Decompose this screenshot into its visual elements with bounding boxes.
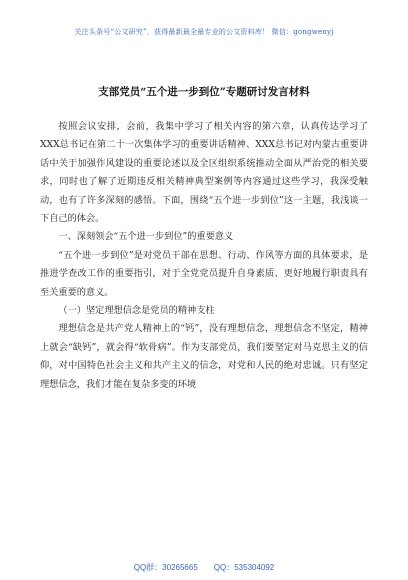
section-heading: 一、深刻领会“五个进一步到位”的重要意义	[58, 231, 234, 243]
header-note: 关注头条号“公文研究”，获得最新最全最专业的公文资料库！ 微信：gongwenyj	[74, 28, 334, 36]
body-text	[40, 118, 368, 394]
page-title: 支部党员“五个进一步到位”专题研讨发言材料	[98, 86, 310, 98]
paragraph: “五个进一步到位”是对党员干部在思想、行动、作风等方面的具体要求，是推进学查改工作的重要指引，对于全党党员提升自身素质、更好地履行职责具有至关重要的意义。	[40, 249, 368, 298]
paragraph: 理想信念是共产党人精神上的“钙”，没有理想信念，理想信念不坚定，精神上就会“缺钙”，就会得“软骨病”。作为支部党员，我们要坚定对马克思主义的信仰，对中国特色社会主义和共产主义的信念，对党和人民的绝对忠诚。只有坚定理想信念，我们才能在复杂多变的环境	[40, 323, 368, 390]
sub-heading: （一）坚定理想信念是党员的精神支柱	[58, 305, 215, 317]
paragraph: 按照会议安排，会前，我集中学习了相关内容的第六章，认真传达学习了XXX总书记在第二十一次集体学习的重要讲话精神、XXX总书记对内蒙古重要讲话中关于加强作风建设的重要论述以及全区组织系统推动全面从严治党的相关要求，同时也了解了近期违反相关精神典型案例等内容通过这些学习，我深受触动，也有了许多深刻的感悟。下面，围绕“五个进一步到位”这一主题，我浅谈一下自己的体会。	[40, 121, 368, 225]
footer-contact: QQ群：30265665 QQ：535304092	[133, 563, 275, 572]
